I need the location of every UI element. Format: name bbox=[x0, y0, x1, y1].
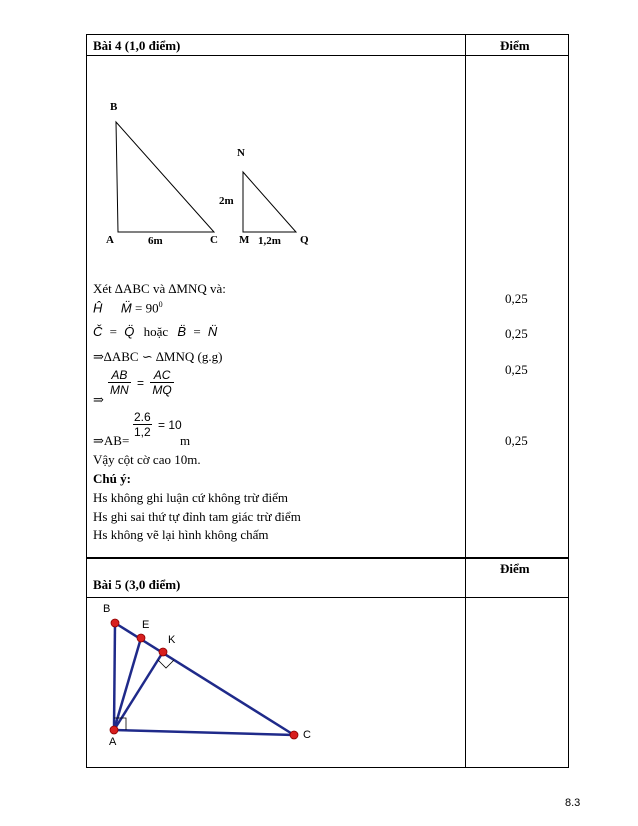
label-N: N bbox=[237, 147, 245, 159]
note-2: Hs ghi sai thứ tự đỉnh tam giác trừ điểm bbox=[93, 509, 301, 524]
label-mn-length: 2m bbox=[219, 195, 234, 207]
solution-angle-equality bbox=[93, 300, 163, 316]
label-ac-length: 6m bbox=[148, 235, 163, 247]
solution-angle-alt: Č = Q̈ hoặc B̈ = N̈ bbox=[93, 324, 218, 339]
point-A bbox=[110, 726, 118, 734]
bai4-header: Bài 4 (1,0 điểm) bbox=[93, 38, 181, 53]
score-1: 0,25 bbox=[505, 291, 528, 306]
solution-unit: m bbox=[180, 433, 191, 448]
bai5-label-A: A bbox=[109, 736, 117, 748]
bai4-triangle-figure bbox=[86, 56, 466, 256]
table-border-bottom bbox=[86, 767, 569, 768]
score-4: 0,25 bbox=[505, 433, 528, 448]
score-2: 0,25 bbox=[505, 326, 528, 341]
label-C: C bbox=[210, 234, 218, 246]
note-3: Hs không vẽ lại hình không chấm bbox=[93, 527, 269, 542]
angle-N-glyph: N̈ bbox=[207, 324, 218, 339]
frac3-num: 2.6 bbox=[134, 410, 151, 424]
triangle-abc bbox=[116, 122, 214, 232]
label-Q: Q bbox=[300, 234, 309, 246]
label-A: A bbox=[106, 234, 114, 246]
label-B: B bbox=[110, 101, 118, 113]
fraction-ab bbox=[133, 410, 182, 439]
bai5-header: Bài 5 (3,0 điểm) bbox=[93, 577, 181, 592]
note-title: Chú ý: bbox=[93, 471, 131, 486]
score-3: 0,25 bbox=[505, 362, 528, 377]
angle-B-glyph: B̈ bbox=[177, 324, 187, 339]
angle-C-glyph: Č bbox=[93, 324, 103, 339]
solution-similarity: ⇒∆ABC ∽ ∆MNQ (g.g) bbox=[93, 349, 223, 364]
degree-sup: 0 bbox=[158, 300, 163, 309]
fraction-ratio: $\frac{AB}{MN}$ = $\frac{AC}{MQ}$ bbox=[110, 368, 172, 397]
point-K bbox=[159, 648, 167, 656]
table-section-divider bbox=[86, 557, 569, 559]
frac1-den: MN bbox=[110, 383, 129, 397]
angle-equals-90: = 90 bbox=[134, 300, 159, 316]
frac3-den: 1,2 bbox=[134, 425, 151, 439]
label-mq-length: 1,2m bbox=[258, 235, 281, 247]
bai4-score-header: Điểm bbox=[500, 38, 530, 53]
frac2-den: MQ bbox=[152, 383, 172, 397]
frac3-result: = 10 bbox=[158, 417, 182, 432]
implies-symbol: ⇒ bbox=[93, 392, 104, 407]
bai5-label-K: K bbox=[168, 634, 176, 646]
frac1-num: AB bbox=[108, 368, 131, 383]
note-1: Hs không ghi luận cứ không trừ điểm bbox=[93, 490, 288, 505]
angle-M-glyph: M̈ bbox=[120, 300, 132, 316]
frac2-num: AC bbox=[150, 368, 173, 383]
bai5-score-header: Điểm bbox=[500, 561, 530, 576]
solution-or: hoặc bbox=[143, 324, 169, 339]
page-number: 8.3 bbox=[565, 797, 581, 809]
solution-ab-prefix: ⇒AB= bbox=[93, 433, 130, 448]
point-C bbox=[290, 731, 298, 739]
angle-Q-glyph: Q̈ bbox=[124, 324, 135, 339]
solution-line1: Xét ∆ABC và ∆MNQ và: bbox=[93, 281, 226, 296]
point-E bbox=[137, 634, 145, 642]
bai5-label-B: B bbox=[103, 603, 111, 615]
angle-A-glyph: Ĥ bbox=[93, 300, 103, 316]
point-B bbox=[111, 619, 119, 627]
solution-conclusion: Vậy cột cờ cao 10m. bbox=[93, 452, 201, 467]
label-M: M bbox=[239, 234, 250, 246]
triangle-mnq bbox=[243, 172, 296, 232]
bai5-label-E: E bbox=[142, 619, 150, 631]
bai5-label-C: C bbox=[303, 729, 311, 741]
table-border-right bbox=[568, 34, 569, 768]
table-border-top bbox=[86, 34, 569, 35]
